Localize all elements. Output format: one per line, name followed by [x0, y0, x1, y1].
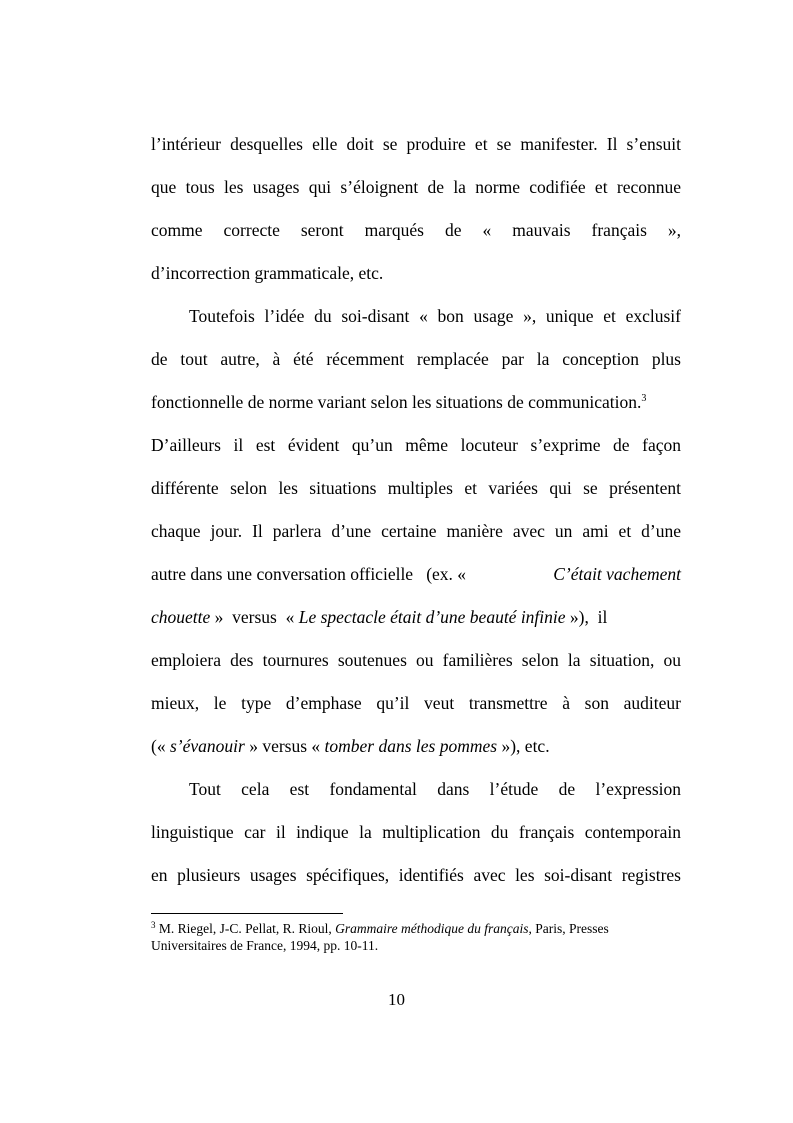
text-line: emploiera des tournures soutenues ou familières selon la situation, ou [151, 650, 681, 670]
text-line: D’ailleurs il est évident qu’un même locuteur s’exprime de façon [151, 435, 681, 455]
text-line: que tous les usages qui s’éloignent de la norme codifiée et reconnue [151, 177, 681, 197]
text-line: fonctionnelle de norme variant selon les situations de communication.$^3$ [151, 392, 647, 412]
text-line: linguistique car il indique la multiplication du français contemporain [151, 822, 681, 842]
text-line: en plusieurs usages spécifiques, identifiés avec les soi-disant registres [151, 865, 681, 885]
footnote: $^3$ M. Riegel, J-C. Pellat, R. Rioul, Grammaire méthodique du français, Paris, Presses [151, 920, 609, 936]
page-number: 10 [388, 990, 405, 1009]
text-line: différente selon les situations multiples et variées qui se présentent [151, 478, 681, 498]
text-line: l’intérieur desquelles elle doit se produire et se manifester. Il s’ensuit [151, 134, 681, 154]
footnote-ref: 3 [641, 393, 647, 404]
text-line: comme correcte seront marqués de « mauvais français », [151, 220, 682, 240]
text-line: d’incorrection grammaticale, etc. [151, 263, 384, 283]
text-line: chaque jour. Il parlera d’une certaine manière avec un ami et d’une [151, 521, 681, 541]
text-line: (« s’évanouir » versus « tomber dans les pommes »), etc. [151, 736, 550, 756]
text-line: mieux, le type d’emphase qu’il veut transmettre à son auditeur [151, 693, 681, 713]
footnote-separator [151, 913, 343, 914]
text-line: de tout autre, à été récemment remplacée par la conception plus [151, 349, 681, 369]
text-line: autre dans une conversation officielle (ex. « C’était vachement [151, 564, 681, 584]
paragraph-first-line: Toutefois l’idée du soi-disant « bon usage », unique et exclusif [189, 306, 681, 326]
text-line: chouette » versus « Le spectacle était d’une beauté infinie »), il [151, 607, 608, 627]
paragraph-first-line: Tout cela est fondamental dans l’étude de l’expression [189, 779, 681, 799]
footnote-line: Universitaires de France, 1994, pp. 10-11. [151, 938, 379, 953]
